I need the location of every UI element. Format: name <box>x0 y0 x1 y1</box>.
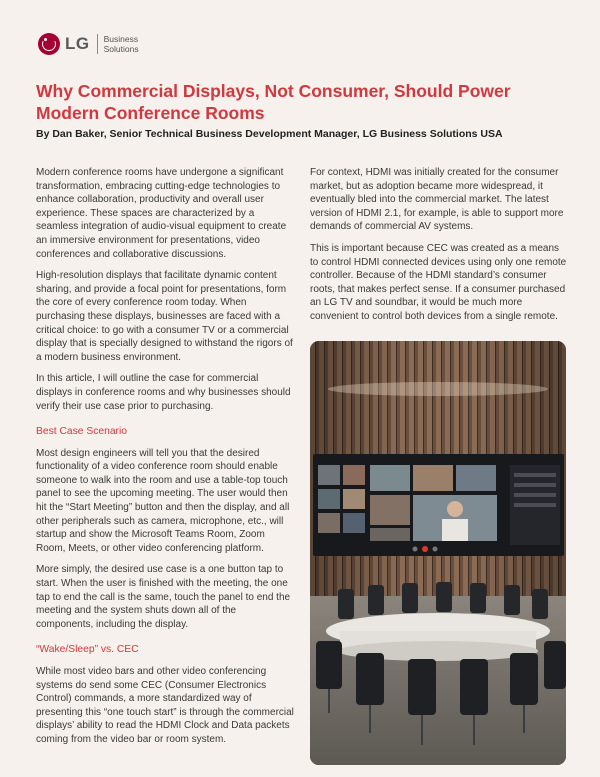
paragraph: This is important because CEC was created as a means to control HDMI connected devices using only one remote controller. Because of the HDMI standard’s consumer roots, that makes perfect sense. If a consumer purchased an LG TV and soundbar, it would be much more convenient to control both devices from a single remote. <box>310 242 567 322</box>
article-byline: By Dan Baker, Senior Technical Business Development Manager, LG Business Solutions USA <box>36 128 503 140</box>
brand-name: LG <box>65 34 90 53</box>
paragraph: More simply, the desired use case is a one button tap to start. When the user is finished with the meeting, the one tap to end the call is the same, touch the panel to end the meeting and the system shuts down all of the components, including the display. <box>36 564 291 630</box>
paragraph: Modern conference rooms have undergone a significant transformation, embracing cutting-edge technologies to enhance collaboration, productivity and overall user experience. These spaces are characterized by a seamless integration of audio-visual equipment to create an immersive environment for presentations, video conferences and collaborative discussions. <box>36 167 287 260</box>
section-heading: “Wake/Sleep” vs. CEC <box>36 644 139 656</box>
brand-subtitle: Business Solutions <box>103 34 139 54</box>
right-column <box>310 166 568 332</box>
lg-logo <box>38 33 139 55</box>
conference-room-photo <box>310 341 566 765</box>
paragraph: High-resolution displays that facilitate dynamic content sharing, and provide a focal point for presentations, form the core of every conference room today. When purchasing these displays, businesses are faced with a critical choice: to go with a consumer TV or a commercial display that is specially designed to withstand the rigors of a modern business environment. <box>36 270 293 363</box>
lg-logo-mark-icon <box>38 33 60 55</box>
logo-divider <box>97 34 98 54</box>
paragraph: While most video bars and other video conferencing systems do send some CEC (Consumer Electronics Control) commands, a more standardized way of presenting this “one touch start” is through the commercial displays’ ability to read the HDMI Clock and Data packets coming from the video bar or room system. <box>36 666 294 745</box>
left-column <box>36 166 296 755</box>
paragraph: Most design engineers will tell you that the desired functionality of a video conference room should enable someone to walk into the room and use a table-top touch panel to see the upcoming meeting. The user would then hit the “Start Meeting” button and then the display, and all other peripherals such as camera, microphone, etc., will startup and show the Microsoft Teams Room, Zoom Room, Meets, or other video conferencing platform. <box>36 447 290 554</box>
paragraph: In this article, I will outline the case for commercial displays in conference rooms and why businesses should verify their use case prior to purchasing. <box>36 373 291 412</box>
paragraph: For context, HDMI was initially created for the consumer market, but as adoption became more widespread, it eventually bled into the commercial market. The latest version of HDMI 2.1, for example, is able to support more demands of commercial AV systems. <box>310 167 564 233</box>
section-heading: Best Case Scenario <box>36 426 128 438</box>
article-title: Why Commercial Displays, Not Consumer, Should Power Modern Conference Rooms <box>36 81 511 123</box>
